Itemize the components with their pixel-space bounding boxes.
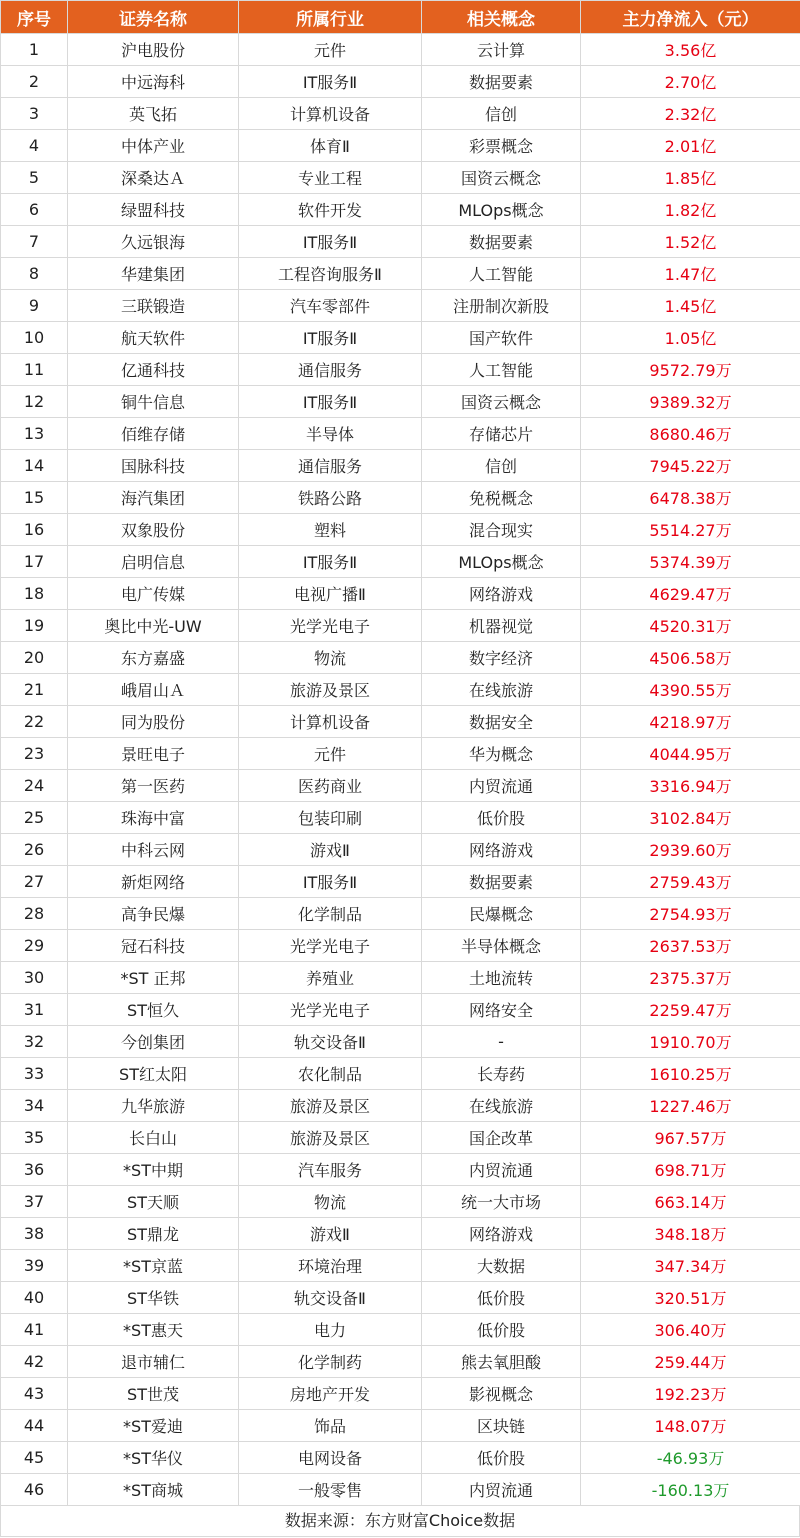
industry-cell: 一般零售 <box>239 1474 422 1506</box>
concept-cell: 存储芯片 <box>422 418 581 450</box>
industry-cell: 旅游及景区 <box>239 1090 422 1122</box>
industry-cell: 化学制品 <box>239 898 422 930</box>
net-inflow-cell: 2.01亿 <box>581 130 800 162</box>
table-row <box>1 418 800 450</box>
concept-cell: 数据要素 <box>422 226 581 258</box>
table-row <box>1 1410 800 1442</box>
net-inflow-cell: 2375.37万 <box>581 962 800 994</box>
concept-cell: 国资云概念 <box>422 162 581 194</box>
rank-cell: 12 <box>1 386 68 418</box>
security-name-cell: 冠石科技 <box>68 930 239 962</box>
table-row <box>1 1186 800 1218</box>
table-row <box>1 1218 800 1250</box>
concept-cell: 数据安全 <box>422 706 581 738</box>
concept-cell: 国企改革 <box>422 1122 581 1154</box>
security-name-cell: *ST华仪 <box>68 1442 239 1474</box>
security-name-cell: 奥比中光-UW <box>68 610 239 642</box>
security-name-cell: 铜牛信息 <box>68 386 239 418</box>
security-name-cell: 电广传媒 <box>68 578 239 610</box>
concept-cell: 内贸流通 <box>422 770 581 802</box>
header-industry: 所属行业 <box>239 1 422 34</box>
security-name-cell: 久远银海 <box>68 226 239 258</box>
industry-cell: 房地产开发 <box>239 1378 422 1410</box>
industry-cell: 旅游及景区 <box>239 674 422 706</box>
security-name-cell: 深桑达Ａ <box>68 162 239 194</box>
rank-cell: 44 <box>1 1410 68 1442</box>
industry-cell: IT服务Ⅱ <box>239 226 422 258</box>
concept-cell: 网络安全 <box>422 994 581 1026</box>
industry-cell: 物流 <box>239 642 422 674</box>
security-name-cell: 高争民爆 <box>68 898 239 930</box>
rank-cell: 14 <box>1 450 68 482</box>
security-name-cell: 亿通科技 <box>68 354 239 386</box>
security-name-cell: ST鼎龙 <box>68 1218 239 1250</box>
table-row <box>1 546 800 578</box>
rank-cell: 24 <box>1 770 68 802</box>
concept-cell: 内贸流通 <box>422 1474 581 1506</box>
table-row <box>1 354 800 386</box>
security-name-cell: 英飞拓 <box>68 98 239 130</box>
net-inflow-cell: 2939.60万 <box>581 834 800 866</box>
industry-cell: 光学光电子 <box>239 930 422 962</box>
rank-cell: 28 <box>1 898 68 930</box>
rank-cell: 10 <box>1 322 68 354</box>
security-name-cell: 中远海科 <box>68 66 239 98</box>
table-row <box>1 1250 800 1282</box>
table-row <box>1 1154 800 1186</box>
concept-cell: 网络游戏 <box>422 834 581 866</box>
net-inflow-cell: 663.14万 <box>581 1186 800 1218</box>
table-row <box>1 738 800 770</box>
concept-cell: - <box>422 1026 581 1058</box>
security-name-cell: ST世茂 <box>68 1378 239 1410</box>
concept-cell: 数字经济 <box>422 642 581 674</box>
rank-cell: 13 <box>1 418 68 450</box>
security-name-cell: 珠海中富 <box>68 802 239 834</box>
net-inflow-cell: 3102.84万 <box>581 802 800 834</box>
industry-cell: 包装印刷 <box>239 802 422 834</box>
table-row <box>1 610 800 642</box>
net-inflow-cell: 192.23万 <box>581 1378 800 1410</box>
industry-cell: 游戏Ⅱ <box>239 834 422 866</box>
net-inflow-cell: 2754.93万 <box>581 898 800 930</box>
industry-cell: 饰品 <box>239 1410 422 1442</box>
table-row <box>1 1090 800 1122</box>
net-inflow-cell: 4044.95万 <box>581 738 800 770</box>
data-source-footer: 数据来源：东方财富Choice数据 <box>0 1506 800 1537</box>
net-inflow-cell: 2.32亿 <box>581 98 800 130</box>
security-name-cell: ST华铁 <box>68 1282 239 1314</box>
rank-cell: 35 <box>1 1122 68 1154</box>
industry-cell: 通信服务 <box>239 354 422 386</box>
table-row <box>1 706 800 738</box>
table-row <box>1 194 800 226</box>
security-name-cell: *ST商城 <box>68 1474 239 1506</box>
net-inflow-cell: 9389.32万 <box>581 386 800 418</box>
net-inflow-cell: 1.52亿 <box>581 226 800 258</box>
concept-cell: 数据要素 <box>422 66 581 98</box>
rank-cell: 18 <box>1 578 68 610</box>
net-inflow-cell: 1227.46万 <box>581 1090 800 1122</box>
table-row <box>1 1346 800 1378</box>
industry-cell: 光学光电子 <box>239 610 422 642</box>
concept-cell: 混合现实 <box>422 514 581 546</box>
rank-cell: 3 <box>1 98 68 130</box>
industry-cell: 农化制品 <box>239 1058 422 1090</box>
net-inflow-cell: 4629.47万 <box>581 578 800 610</box>
concept-cell: 信创 <box>422 450 581 482</box>
table-row <box>1 130 800 162</box>
table-row <box>1 34 800 66</box>
rank-cell: 45 <box>1 1442 68 1474</box>
industry-cell: 电视广播Ⅱ <box>239 578 422 610</box>
net-inflow-cell: 259.44万 <box>581 1346 800 1378</box>
net-inflow-cell: 1.45亿 <box>581 290 800 322</box>
header-concept: 相关概念 <box>422 1 581 34</box>
net-inflow-cell: 3.56亿 <box>581 34 800 66</box>
security-name-cell: 佰维存储 <box>68 418 239 450</box>
table-row <box>1 386 800 418</box>
net-inflow-cell: 347.34万 <box>581 1250 800 1282</box>
concept-cell: 注册制次新股 <box>422 290 581 322</box>
table-row <box>1 290 800 322</box>
net-inflow-cell: 967.57万 <box>581 1122 800 1154</box>
table-row <box>1 802 800 834</box>
security-name-cell: *ST惠天 <box>68 1314 239 1346</box>
rank-cell: 37 <box>1 1186 68 1218</box>
net-inflow-cell: 1.85亿 <box>581 162 800 194</box>
rank-cell: 40 <box>1 1282 68 1314</box>
concept-cell: 低价股 <box>422 1282 581 1314</box>
concept-cell: 内贸流通 <box>422 1154 581 1186</box>
security-name-cell: 国脉科技 <box>68 450 239 482</box>
industry-cell: 游戏Ⅱ <box>239 1218 422 1250</box>
table-row <box>1 930 800 962</box>
net-inflow-cell: 7945.22万 <box>581 450 800 482</box>
table-row <box>1 866 800 898</box>
table-body <box>1 34 800 1506</box>
net-inflow-cell: 1610.25万 <box>581 1058 800 1090</box>
concept-cell: 彩票概念 <box>422 130 581 162</box>
security-name-cell: 沪电股份 <box>68 34 239 66</box>
security-name-cell: ST红太阳 <box>68 1058 239 1090</box>
net-inflow-cell: 698.71万 <box>581 1154 800 1186</box>
header-rank: 序号 <box>1 1 68 34</box>
security-name-cell: 启明信息 <box>68 546 239 578</box>
concept-cell: MLOps概念 <box>422 194 581 226</box>
rank-cell: 2 <box>1 66 68 98</box>
net-inflow-cell: 5514.27万 <box>581 514 800 546</box>
table-row <box>1 514 800 546</box>
net-inflow-cell: 3316.94万 <box>581 770 800 802</box>
table-row <box>1 1442 800 1474</box>
concept-cell: MLOps概念 <box>422 546 581 578</box>
security-name-cell: 华建集团 <box>68 258 239 290</box>
table-row <box>1 482 800 514</box>
industry-cell: 半导体 <box>239 418 422 450</box>
rank-cell: 39 <box>1 1250 68 1282</box>
concept-cell: 人工智能 <box>422 354 581 386</box>
table-header <box>1 1 800 34</box>
concept-cell: 区块链 <box>422 1410 581 1442</box>
security-name-cell: 同为股份 <box>68 706 239 738</box>
net-inflow-cell: 4390.55万 <box>581 674 800 706</box>
concept-cell: 在线旅游 <box>422 1090 581 1122</box>
industry-cell: 化学制药 <box>239 1346 422 1378</box>
security-name-cell: *ST中期 <box>68 1154 239 1186</box>
industry-cell: 计算机设备 <box>239 98 422 130</box>
security-name-cell: 退市辅仁 <box>68 1346 239 1378</box>
rank-cell: 1 <box>1 34 68 66</box>
net-inflow-cell: 1.82亿 <box>581 194 800 226</box>
rank-cell: 36 <box>1 1154 68 1186</box>
concept-cell: 民爆概念 <box>422 898 581 930</box>
net-inflow-cell: 320.51万 <box>581 1282 800 1314</box>
concept-cell: 半导体概念 <box>422 930 581 962</box>
industry-cell: 电网设备 <box>239 1442 422 1474</box>
concept-cell: 网络游戏 <box>422 1218 581 1250</box>
industry-cell: 光学光电子 <box>239 994 422 1026</box>
industry-cell: 专业工程 <box>239 162 422 194</box>
rank-cell: 27 <box>1 866 68 898</box>
table-row <box>1 1282 800 1314</box>
rank-cell: 20 <box>1 642 68 674</box>
table-row <box>1 1314 800 1346</box>
security-name-cell: 峨眉山Ａ <box>68 674 239 706</box>
table-row <box>1 162 800 194</box>
concept-cell: 大数据 <box>422 1250 581 1282</box>
rank-cell: 7 <box>1 226 68 258</box>
table-row <box>1 98 800 130</box>
security-name-cell: ST恒久 <box>68 994 239 1026</box>
table-row <box>1 1474 800 1506</box>
table-row <box>1 770 800 802</box>
industry-cell: 轨交设备Ⅱ <box>239 1026 422 1058</box>
concept-cell: 免税概念 <box>422 482 581 514</box>
table-row <box>1 66 800 98</box>
net-inflow-cell: 348.18万 <box>581 1218 800 1250</box>
rank-cell: 32 <box>1 1026 68 1058</box>
industry-cell: 养殖业 <box>239 962 422 994</box>
table-row <box>1 642 800 674</box>
rank-cell: 29 <box>1 930 68 962</box>
net-inflow-cell: 5374.39万 <box>581 546 800 578</box>
net-inflow-cell: 2637.53万 <box>581 930 800 962</box>
table-row <box>1 322 800 354</box>
rank-cell: 43 <box>1 1378 68 1410</box>
industry-cell: 汽车零部件 <box>239 290 422 322</box>
security-name-cell: 绿盟科技 <box>68 194 239 226</box>
concept-cell: 机器视觉 <box>422 610 581 642</box>
rank-cell: 19 <box>1 610 68 642</box>
security-name-cell: 双象股份 <box>68 514 239 546</box>
industry-cell: IT服务Ⅱ <box>239 386 422 418</box>
industry-cell: 塑料 <box>239 514 422 546</box>
security-name-cell: *ST爱迪 <box>68 1410 239 1442</box>
concept-cell: 低价股 <box>422 1314 581 1346</box>
net-inflow-cell: 4520.31万 <box>581 610 800 642</box>
rank-cell: 8 <box>1 258 68 290</box>
industry-cell: 医药商业 <box>239 770 422 802</box>
rank-cell: 9 <box>1 290 68 322</box>
security-name-cell: 景旺电子 <box>68 738 239 770</box>
industry-cell: IT服务Ⅱ <box>239 866 422 898</box>
security-name-cell: 中科云网 <box>68 834 239 866</box>
rank-cell: 23 <box>1 738 68 770</box>
table-row <box>1 962 800 994</box>
net-inflow-cell: -160.13万 <box>581 1474 800 1506</box>
industry-cell: 铁路公路 <box>239 482 422 514</box>
industry-cell: 元件 <box>239 34 422 66</box>
concept-cell: 统一大市场 <box>422 1186 581 1218</box>
security-name-cell: 东方嘉盛 <box>68 642 239 674</box>
security-name-cell: 航天软件 <box>68 322 239 354</box>
industry-cell: 旅游及景区 <box>239 1122 422 1154</box>
rank-cell: 41 <box>1 1314 68 1346</box>
table-row <box>1 1058 800 1090</box>
rank-cell: 34 <box>1 1090 68 1122</box>
industry-cell: 软件开发 <box>239 194 422 226</box>
rank-cell: 42 <box>1 1346 68 1378</box>
concept-cell: 华为概念 <box>422 738 581 770</box>
net-inflow-cell: 8680.46万 <box>581 418 800 450</box>
industry-cell: 物流 <box>239 1186 422 1218</box>
concept-cell: 影视概念 <box>422 1378 581 1410</box>
security-name-cell: *ST京蓝 <box>68 1250 239 1282</box>
table-row <box>1 258 800 290</box>
industry-cell: 电力 <box>239 1314 422 1346</box>
concept-cell: 数据要素 <box>422 866 581 898</box>
net-inflow-cell: 2259.47万 <box>581 994 800 1026</box>
rank-cell: 46 <box>1 1474 68 1506</box>
rank-cell: 6 <box>1 194 68 226</box>
concept-cell: 低价股 <box>422 1442 581 1474</box>
net-inflow-cell: 1910.70万 <box>581 1026 800 1058</box>
industry-cell: 汽车服务 <box>239 1154 422 1186</box>
concept-cell: 云计算 <box>422 34 581 66</box>
industry-cell: 体育Ⅱ <box>239 130 422 162</box>
net-inflow-cell: 9572.79万 <box>581 354 800 386</box>
table-row <box>1 1026 800 1058</box>
concept-cell: 长寿药 <box>422 1058 581 1090</box>
rank-cell: 5 <box>1 162 68 194</box>
rank-cell: 25 <box>1 802 68 834</box>
industry-cell: 通信服务 <box>239 450 422 482</box>
rank-cell: 17 <box>1 546 68 578</box>
rank-cell: 4 <box>1 130 68 162</box>
net-inflow-cell: 4506.58万 <box>581 642 800 674</box>
net-inflow-cell: 1.05亿 <box>581 322 800 354</box>
table-row <box>1 450 800 482</box>
industry-cell: IT服务Ⅱ <box>239 322 422 354</box>
concept-cell: 土地流转 <box>422 962 581 994</box>
security-name-cell: 今创集团 <box>68 1026 239 1058</box>
rank-cell: 22 <box>1 706 68 738</box>
industry-cell: 计算机设备 <box>239 706 422 738</box>
table-row <box>1 994 800 1026</box>
security-name-cell: 长白山 <box>68 1122 239 1154</box>
industry-cell: IT服务Ⅱ <box>239 66 422 98</box>
industry-cell: 轨交设备Ⅱ <box>239 1282 422 1314</box>
security-name-cell: 中体产业 <box>68 130 239 162</box>
concept-cell: 国资云概念 <box>422 386 581 418</box>
header-security-name: 证券名称 <box>68 1 239 34</box>
rank-cell: 15 <box>1 482 68 514</box>
net-inflow-cell: 2.70亿 <box>581 66 800 98</box>
concept-cell: 信创 <box>422 98 581 130</box>
rank-cell: 30 <box>1 962 68 994</box>
security-name-cell: 第一医药 <box>68 770 239 802</box>
table-row <box>1 674 800 706</box>
security-name-cell: *ST 正邦 <box>68 962 239 994</box>
security-name-cell: 三联锻造 <box>68 290 239 322</box>
net-inflow-cell: 2759.43万 <box>581 866 800 898</box>
concept-cell: 国产软件 <box>422 322 581 354</box>
industry-cell: 环境治理 <box>239 1250 422 1282</box>
net-inflow-cell: 1.47亿 <box>581 258 800 290</box>
table-row <box>1 1122 800 1154</box>
rank-cell: 38 <box>1 1218 68 1250</box>
net-inflow-cell: 148.07万 <box>581 1410 800 1442</box>
security-name-cell: 九华旅游 <box>68 1090 239 1122</box>
rank-cell: 11 <box>1 354 68 386</box>
rank-cell: 31 <box>1 994 68 1026</box>
rank-cell: 16 <box>1 514 68 546</box>
security-name-cell: 新炬网络 <box>68 866 239 898</box>
net-inflow-cell: 6478.38万 <box>581 482 800 514</box>
security-name-cell: ST天顺 <box>68 1186 239 1218</box>
table-row <box>1 834 800 866</box>
table-row <box>1 1378 800 1410</box>
header-net-inflow: 主力净流入（元） <box>581 1 800 34</box>
concept-cell: 低价股 <box>422 802 581 834</box>
industry-cell: 元件 <box>239 738 422 770</box>
rank-cell: 26 <box>1 834 68 866</box>
industry-cell: IT服务Ⅱ <box>239 546 422 578</box>
table-row <box>1 226 800 258</box>
industry-cell: 工程咨询服务Ⅱ <box>239 258 422 290</box>
security-name-cell: 海汽集团 <box>68 482 239 514</box>
concept-cell: 人工智能 <box>422 258 581 290</box>
table-row <box>1 898 800 930</box>
rank-cell: 21 <box>1 674 68 706</box>
net-inflow-cell: 306.40万 <box>581 1314 800 1346</box>
header-row <box>1 1 800 34</box>
net-inflow-cell: -46.93万 <box>581 1442 800 1474</box>
concept-cell: 熊去氧胆酸 <box>422 1346 581 1378</box>
concept-cell: 在线旅游 <box>422 674 581 706</box>
table-row <box>1 578 800 610</box>
net-inflow-cell: 4218.97万 <box>581 706 800 738</box>
rank-cell: 33 <box>1 1058 68 1090</box>
concept-cell: 网络游戏 <box>422 578 581 610</box>
